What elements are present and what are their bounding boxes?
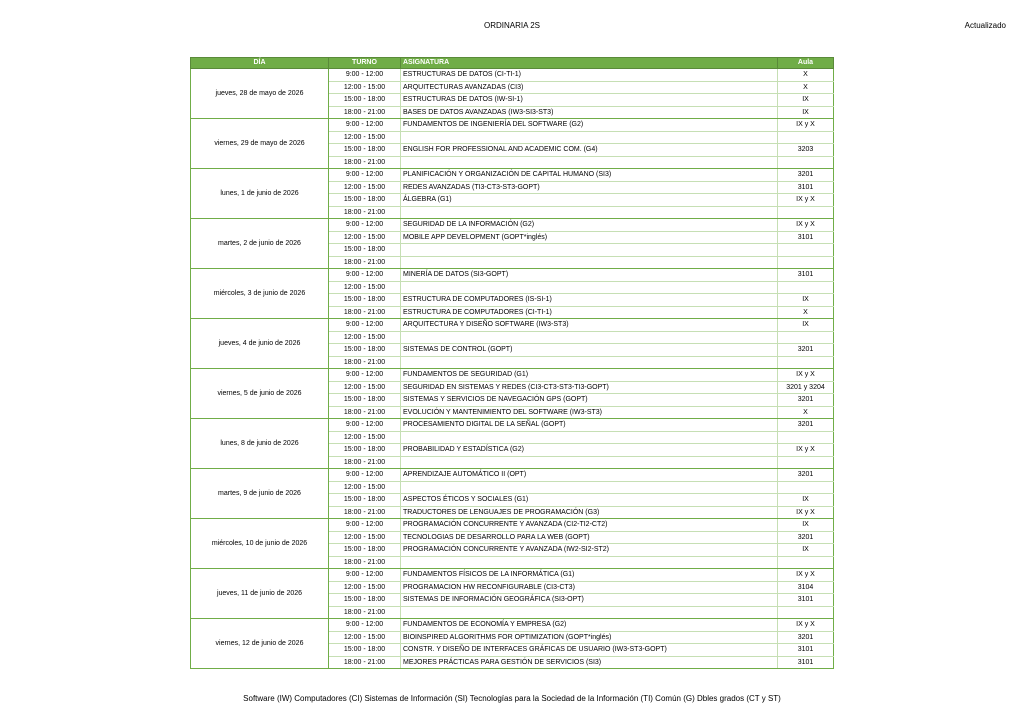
turno-cell: 15:00 - 18:00 <box>329 494 401 507</box>
asignatura-cell: EVOLUCIÓN Y MANTENIMIENTO DEL SOFTWARE (IW3-ST3) <box>401 406 778 419</box>
aula-cell <box>778 156 834 169</box>
aula-cell <box>778 281 834 294</box>
asignatura-cell: PROGRAMACIÓN CONCURRENTE Y AVANZADA (CI2-TI2-CT2) <box>401 519 778 532</box>
turno-cell: 12:00 - 15:00 <box>329 531 401 544</box>
day-cell: martes, 9 de junio de 2026 <box>191 469 329 519</box>
turno-cell: 18:00 - 21:00 <box>329 506 401 519</box>
asignatura-cell: SEGURIDAD EN SISTEMAS Y REDES (CI3-CT3-ST3-TI3-GOPT) <box>401 381 778 394</box>
asignatura-cell <box>401 244 778 257</box>
asignatura-cell: MINERÍA DE DATOS (SI3-GOPT) <box>401 269 778 282</box>
header-aula: Aula <box>778 58 834 69</box>
asignatura-cell: SEGURIDAD DE LA INFORMACIÓN (G2) <box>401 219 778 232</box>
turno-cell: 12:00 - 15:00 <box>329 581 401 594</box>
asignatura-cell: ESTRUCTURAS DE DATOS (CI-TI-1) <box>401 69 778 82</box>
asignatura-cell: PROGRAMACION HW RECONFIGURABLE (CI3-CT3) <box>401 581 778 594</box>
aula-cell: IX <box>778 519 834 532</box>
aula-cell <box>778 256 834 269</box>
aula-cell <box>778 481 834 494</box>
aula-cell <box>778 431 834 444</box>
header-asignatura: ASIGNATURA <box>401 58 778 69</box>
aula-cell: 3201 <box>778 631 834 644</box>
table-row <box>191 319 834 332</box>
turno-cell: 9:00 - 12:00 <box>329 269 401 282</box>
asignatura-cell: PROBABILIDAD Y ESTADÍSTICA (G2) <box>401 444 778 457</box>
aula-cell: IX y X <box>778 219 834 232</box>
asignatura-cell: ESTRUCTURAS DE DATOS (IW-SI-1) <box>401 94 778 107</box>
aula-cell: IX <box>778 544 834 557</box>
turno-cell: 12:00 - 15:00 <box>329 81 401 94</box>
turno-cell: 18:00 - 21:00 <box>329 256 401 269</box>
day-cell: jueves, 4 de junio de 2026 <box>191 319 329 369</box>
table-row <box>191 69 834 82</box>
document-title: ORDINARIA 2S <box>483 21 540 30</box>
turno-cell: 12:00 - 15:00 <box>329 231 401 244</box>
turno-cell: 12:00 - 15:00 <box>329 181 401 194</box>
aula-cell: 3201 <box>778 469 834 482</box>
aula-cell <box>778 131 834 144</box>
turno-cell: 9:00 - 12:00 <box>329 369 401 382</box>
aula-cell <box>778 206 834 219</box>
asignatura-cell <box>401 456 778 469</box>
asignatura-cell: ASPECTOS ÉTICOS Y SOCIALES (G1) <box>401 494 778 507</box>
aula-cell: IX y X <box>778 619 834 632</box>
asignatura-cell: FUNDAMENTOS DE SEGURIDAD (G1) <box>401 369 778 382</box>
aula-cell: X <box>778 81 834 94</box>
aula-cell: 3201 <box>778 394 834 407</box>
aula-cell: X <box>778 306 834 319</box>
aula-cell: 3101 <box>778 181 834 194</box>
aula-cell: 3101 <box>778 594 834 607</box>
table-row <box>191 569 834 582</box>
day-cell: miércoles, 3 de junio de 2026 <box>191 269 329 319</box>
turno-cell: 9:00 - 12:00 <box>329 119 401 132</box>
exam-schedule-table <box>190 57 834 669</box>
aula-cell: 3201 <box>778 531 834 544</box>
aula-cell <box>778 606 834 619</box>
day-cell: jueves, 11 de junio de 2026 <box>191 569 329 619</box>
aula-cell: IX y X <box>778 119 834 132</box>
asignatura-cell: MEJORES PRÁCTICAS PARA GESTIÓN DE SERVICIOS (SI3) <box>401 656 778 669</box>
turno-cell: 12:00 - 15:00 <box>329 331 401 344</box>
aula-cell <box>778 356 834 369</box>
day-cell: viernes, 29 de mayo de 2026 <box>191 119 329 169</box>
turno-cell: 12:00 - 15:00 <box>329 381 401 394</box>
asignatura-cell <box>401 481 778 494</box>
aula-cell: IX y X <box>778 506 834 519</box>
asignatura-cell: PROCESAMIENTO DIGITAL DE LA SEÑAL (GOPT) <box>401 419 778 432</box>
asignatura-cell: TRADUCTORES DE LENGUAJES DE PROGRAMACIÓN (G3) <box>401 506 778 519</box>
asignatura-cell: ARQUITECTURAS AVANZADAS (CI3) <box>401 81 778 94</box>
turno-cell: 12:00 - 15:00 <box>329 431 401 444</box>
asignatura-cell: FUNDAMENTOS DE INGENIERÍA DEL SOFTWARE (G2) <box>401 119 778 132</box>
turno-cell: 9:00 - 12:00 <box>329 219 401 232</box>
aula-cell: 3101 <box>778 644 834 657</box>
aula-cell: 3203 <box>778 144 834 157</box>
legend-text: Software (IW) Computadores (CI) Sistemas de Información (SI) Tecnologías para la Sociedad de la Información (TI) Común (G) Dbles grados (CT y ST) <box>243 694 781 703</box>
turno-cell: 15:00 - 18:00 <box>329 294 401 307</box>
turno-cell: 9:00 - 12:00 <box>329 319 401 332</box>
turno-cell: 15:00 - 18:00 <box>329 594 401 607</box>
turno-cell: 15:00 - 18:00 <box>329 644 401 657</box>
aula-cell: IX <box>778 319 834 332</box>
aula-cell: IX <box>778 294 834 307</box>
table-row <box>191 369 834 382</box>
turno-cell: 18:00 - 21:00 <box>329 106 401 119</box>
header-turno: TURNO <box>329 58 401 69</box>
turno-cell: 9:00 - 12:00 <box>329 169 401 182</box>
turno-cell: 12:00 - 15:00 <box>329 281 401 294</box>
asignatura-cell: ÁLGEBRA (G1) <box>401 194 778 207</box>
day-cell: miércoles, 10 de junio de 2026 <box>191 519 329 569</box>
updated-label: Actualizado <box>964 21 1006 30</box>
turno-cell: 15:00 - 18:00 <box>329 194 401 207</box>
day-cell: martes, 2 de junio de 2026 <box>191 219 329 269</box>
aula-cell: 3104 <box>778 581 834 594</box>
asignatura-cell <box>401 281 778 294</box>
turno-cell: 9:00 - 12:00 <box>329 469 401 482</box>
asignatura-cell: REDES AVANZADAS (TI3-CT3-ST3-GOPT) <box>401 181 778 194</box>
asignatura-cell <box>401 206 778 219</box>
aula-cell: IX <box>778 94 834 107</box>
table-body <box>191 69 834 669</box>
table-row <box>191 269 834 282</box>
turno-cell: 18:00 - 21:00 <box>329 306 401 319</box>
table-row <box>191 469 834 482</box>
asignatura-cell: BASES DE DATOS AVANZADAS (IW3-SI3-ST3) <box>401 106 778 119</box>
turno-cell: 9:00 - 12:00 <box>329 569 401 582</box>
day-cell: lunes, 1 de junio de 2026 <box>191 169 329 219</box>
aula-cell: IX <box>778 494 834 507</box>
turno-cell: 18:00 - 21:00 <box>329 356 401 369</box>
table-row <box>191 219 834 232</box>
turno-cell: 15:00 - 18:00 <box>329 544 401 557</box>
asignatura-cell: SISTEMAS DE CONTROL (GOPT) <box>401 344 778 357</box>
turno-cell: 9:00 - 12:00 <box>329 69 401 82</box>
turno-cell: 15:00 - 18:00 <box>329 94 401 107</box>
table-row <box>191 119 834 132</box>
turno-cell: 18:00 - 21:00 <box>329 556 401 569</box>
aula-cell: 3201 <box>778 419 834 432</box>
aula-cell <box>778 331 834 344</box>
asignatura-cell <box>401 156 778 169</box>
asignatura-cell <box>401 356 778 369</box>
turno-cell: 9:00 - 12:00 <box>329 619 401 632</box>
aula-cell: IX y X <box>778 369 834 382</box>
header-dia: DÍA <box>191 58 329 69</box>
aula-cell <box>778 556 834 569</box>
turno-cell: 15:00 - 18:00 <box>329 344 401 357</box>
aula-cell: 3101 <box>778 269 834 282</box>
asignatura-cell: ARQUITECTURA Y DISEÑO SOFTWARE (IW3-ST3) <box>401 319 778 332</box>
aula-cell: X <box>778 406 834 419</box>
asignatura-cell: APRENDIZAJE AUTOMÁTICO II (OPT) <box>401 469 778 482</box>
aula-cell: IX y X <box>778 194 834 207</box>
aula-cell: 3101 <box>778 656 834 669</box>
turno-cell: 18:00 - 21:00 <box>329 406 401 419</box>
asignatura-cell: ENGLISH FOR PROFESSIONAL AND ACADEMIC COM. (G4) <box>401 144 778 157</box>
turno-cell: 18:00 - 21:00 <box>329 656 401 669</box>
asignatura-cell <box>401 131 778 144</box>
day-cell: lunes, 8 de junio de 2026 <box>191 419 329 469</box>
aula-cell: 3201 <box>778 344 834 357</box>
asignatura-cell <box>401 556 778 569</box>
aula-cell <box>778 244 834 257</box>
turno-cell: 18:00 - 21:00 <box>329 606 401 619</box>
asignatura-cell: MOBILE APP DEVELOPMENT (GOPT*inglés) <box>401 231 778 244</box>
turno-cell: 9:00 - 12:00 <box>329 419 401 432</box>
day-cell: viernes, 12 de junio de 2026 <box>191 619 329 669</box>
turno-cell: 12:00 - 15:00 <box>329 481 401 494</box>
asignatura-cell: ESTRUCTURA DE COMPUTADORES (IS-SI-1) <box>401 294 778 307</box>
turno-cell: 12:00 - 15:00 <box>329 631 401 644</box>
aula-cell: IX y X <box>778 569 834 582</box>
turno-cell: 18:00 - 21:00 <box>329 456 401 469</box>
turno-cell: 15:00 - 18:00 <box>329 394 401 407</box>
turno-cell: 9:00 - 12:00 <box>329 519 401 532</box>
aula-cell: 3201 <box>778 169 834 182</box>
asignatura-cell: ESTRUCTURA DE COMPUTADORES (CI-TI-1) <box>401 306 778 319</box>
asignatura-cell: SISTEMAS Y SERVICIOS DE NAVEGACIÓN GPS (GOPT) <box>401 394 778 407</box>
aula-cell: 3201 y 3204 <box>778 381 834 394</box>
asignatura-cell <box>401 606 778 619</box>
aula-cell: IX <box>778 106 834 119</box>
table-row <box>191 419 834 432</box>
turno-cell: 15:00 - 18:00 <box>329 144 401 157</box>
asignatura-cell: TECNOLOGIAS DE DESARROLLO PARA LA WEB (GOPT) <box>401 531 778 544</box>
turno-cell: 18:00 - 21:00 <box>329 156 401 169</box>
asignatura-cell <box>401 256 778 269</box>
table-row <box>191 619 834 632</box>
asignatura-cell: PLANIFICACIÓN Y ORGANIZACIÓN DE CAPITAL HUMANO (SI3) <box>401 169 778 182</box>
table-row <box>191 169 834 182</box>
turno-cell: 15:00 - 18:00 <box>329 244 401 257</box>
day-cell: viernes, 5 de junio de 2026 <box>191 369 329 419</box>
aula-cell <box>778 456 834 469</box>
asignatura-cell: SISTEMAS DE INFORMACIÓN GEOGRÁFICA (SI3-OPT) <box>401 594 778 607</box>
turno-cell: 15:00 - 18:00 <box>329 444 401 457</box>
asignatura-cell: FUNDAMENTOS FÍSICOS DE LA INFORMÁTICA (G1) <box>401 569 778 582</box>
table-row <box>191 519 834 532</box>
turno-cell: 12:00 - 15:00 <box>329 131 401 144</box>
asignatura-cell: BIOINSPIRED ALGORITHMS FOR OPTIMIZATION (GOPT*inglés) <box>401 631 778 644</box>
day-cell: jueves, 28 de mayo de 2026 <box>191 69 329 119</box>
asignatura-cell: CONSTR. Y DISEÑO DE INTERFACES GRÁFICAS DE USUARIO (IW3-ST3-GOPT) <box>401 644 778 657</box>
aula-cell: IX y X <box>778 444 834 457</box>
table-header-row <box>191 58 834 69</box>
turno-cell: 18:00 - 21:00 <box>329 206 401 219</box>
asignatura-cell <box>401 431 778 444</box>
asignatura-cell: PROGRAMACIÓN CONCURRENTE Y AVANZADA (IW2-SI2-ST2) <box>401 544 778 557</box>
aula-cell: 3101 <box>778 231 834 244</box>
asignatura-cell: FUNDAMENTOS DE ECONOMÍA Y EMPRESA (G2) <box>401 619 778 632</box>
asignatura-cell <box>401 331 778 344</box>
aula-cell: X <box>778 69 834 82</box>
